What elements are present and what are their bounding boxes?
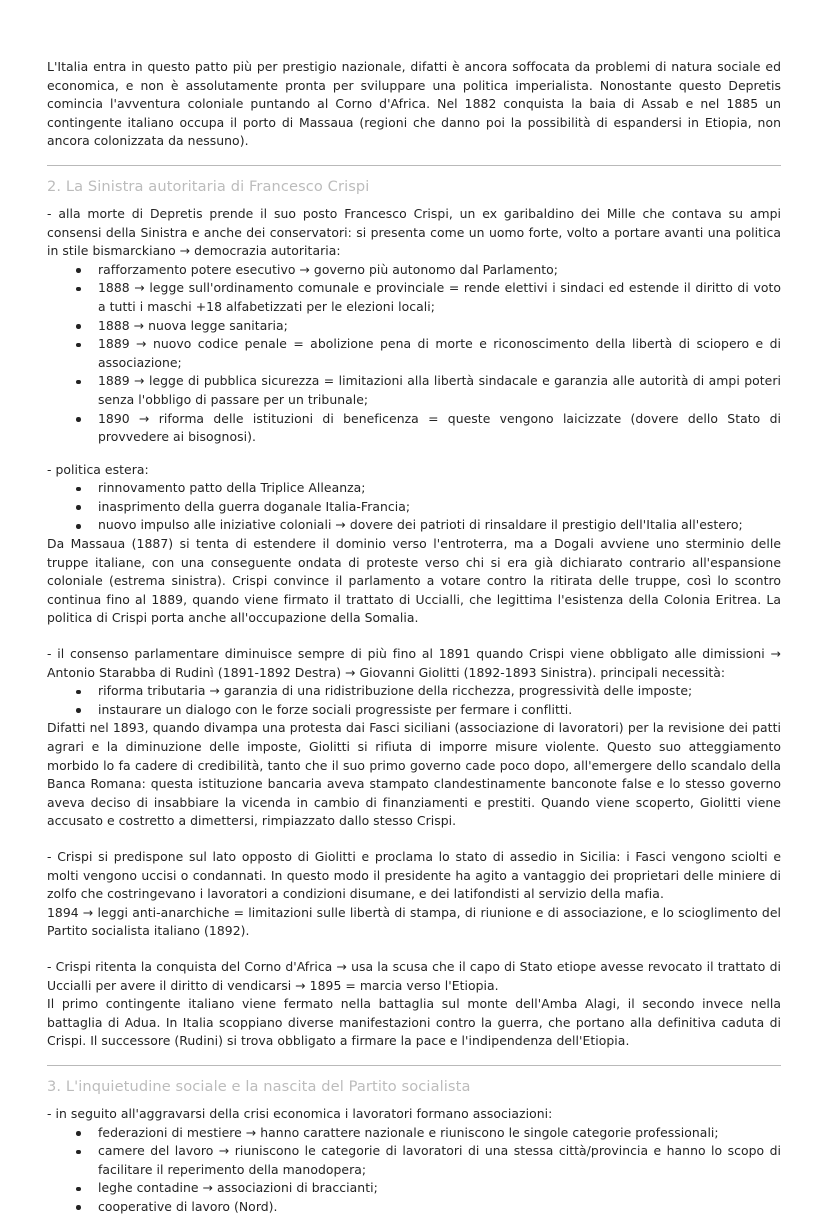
- section2-intro: - alla morte di Depretis prende il suo posto Francesco Crispi, un ex garibaldino dei Mille che contava su ampi consensi della Sinistra e anche dei conservatori: si presenta come un uomo forte, volto a portare avanti una politica in stile bismarckiano → democrazia autoritaria:: [47, 205, 781, 261]
- spacer: [47, 1097, 781, 1105]
- list-item-text: inasprimento della guerra doganale Italia-Francia;: [98, 498, 781, 517]
- list-item-text: 1889 → legge di pubblica sicurezza = limitazioni alla libertà sindacale e garanzia alle autorità di ampi poteri senza l'obbligo di passare per un tribunale;: [98, 372, 781, 409]
- list-item: [47, 335, 781, 372]
- massaua-paragraph: Da Massaua (1887) si tenta di estendere il dominio verso l'entroterra, ma a Dogali avviene uno sterminio delle truppe italiane, con una conseguente ondata di proteste verso chi si era già dichiarato contrario all'espansione coloniale (estrema sinistra). Crispi convince il parlamento a votare contro la ritirata delle truppe, così lo scontro continua fino al 1889, quando viene firmato il trattato di Uccialli, che legittima l'esistenza della Colonia Eritrea. La politica di Crispi porta anche all'occupazione della Somalia.: [47, 535, 781, 628]
- antianarchic-paragraph: 1894 → leggi anti-anarchiche = limitazioni sulle libertà di stampa, di riunione e di associazione, e lo scioglimento del Partito socialista italiano (1892).: [47, 904, 781, 941]
- list-item-text: federazioni di mestiere → hanno carattere nazionale e riuniscono le singole categorie professionali;: [98, 1124, 781, 1143]
- list-item: [47, 479, 781, 498]
- section2-bullet-list: [47, 261, 781, 447]
- etiopia-paragraph-2: Il primo contingente italiano viene fermato nella battaglia sul monte dell'Amba Alagi, il secondo invece nella battaglia di Adua. In Italia scoppiano diverse manifestazioni contro la guerra, che portano alla definitiva caduta di Crispi. Il successore (Rudini) si trova obbligato a firmare la pace e l'indipendenza dell'Etiopia.: [47, 995, 781, 1051]
- sicilia-paragraph: - Crispi si predispone sul lato opposto di Giolitti e proclama lo stato di assedio in Sicilia: i Fasci vengono sciolti e molti vengono uccisi o condannati. In questo modo il presidente ha agito a vantaggio dei proprietari delle miniere di zolfo che costringevano i lavoratori a condizioni disumane, e dei latifondisti al servizio della mafia.: [47, 848, 781, 904]
- list-item-text: rinnovamento patto della Triplice Alleanza;: [98, 479, 781, 498]
- spacer: [47, 151, 781, 165]
- list-item-text: leghe contadine → associazioni di braccianti;: [98, 1179, 781, 1198]
- list-item: [47, 1198, 781, 1216]
- spacer: [47, 1051, 781, 1065]
- list-item: [47, 701, 781, 720]
- etiopia-paragraph-1: - Crispi ritenta la conquista del Corno d'Africa → usa la scusa che il capo di Stato etiope avesse revocato il trattato di Uccialli per avere il diritto di vendicarsi → 1895 = marcia verso l'Etiopia.: [47, 958, 781, 995]
- list-item: [47, 279, 781, 316]
- list-item-text: riforma tributaria → garanzia di una ridistribuzione della ricchezza, progressività delle imposte;: [98, 682, 781, 701]
- document-content: [47, 58, 781, 1216]
- list-item-text: nuovo impulso alle iniziative coloniali → dovere dei patrioti di rinsaldare il prestigio dell'Italia all'estero;: [98, 516, 781, 535]
- spacer: [47, 941, 781, 958]
- list-item-text: camere del lavoro → riuniscono le categorie di lavoratori di una stessa città/provincia e hanno lo scopo di facilitare il reperimento della manodopera;: [98, 1142, 781, 1179]
- list-item: [47, 372, 781, 409]
- list-item: [47, 1124, 781, 1143]
- list-item-text: 1888 → legge sull'ordinamento comunale e provinciale = rende elettivi i sindaci ed estende il diritto di voto a tutti i maschi +18 alfabetizzati per le elezioni locali;: [98, 279, 781, 316]
- section-divider-2: [47, 165, 781, 166]
- list-item-text: 1890 → riforma delle istituzioni di beneficenza = queste vengono laicizzate (dovere dello Stato di provvedere ai bisognosi).: [98, 410, 781, 447]
- needs-bullet-list: [47, 682, 781, 719]
- list-item: [47, 682, 781, 701]
- consensus-paragraph: - il consenso parlamentare diminuisce sempre di più fino al 1891 quando Crispi viene obbligato alle dimissioni → Antonio Starabba di Rudinì (1891-1892 Destra) → Giovanni Giolitti (1892-1893 Sinistra). principali necessità:: [47, 645, 781, 682]
- intro-paragraph: L'Italia entra in questo patto più per prestigio nazionale, difatti è ancora soffocata da problemi di natura sociale ed economica, e non è assolutamente pronta per sviluppare una politica imperialista. Nonostante questo Depretis comincia l'avventura coloniale puntando al Corno d'Africa. Nel 1882 conquista la baia di Assab e nel 1885 un contingente italiano occupa il porto di Massaua (regioni che danno poi la possibilità di espandersi in Etiopia, non ancora colonizzata da nessuno).: [47, 58, 781, 151]
- spacer: [47, 831, 781, 848]
- section3-bullet-list: [47, 1124, 781, 1216]
- list-item-text: 1888 → nuova legge sanitaria;: [98, 317, 781, 336]
- list-item-text: instaurare un dialogo con le forze sociali progressiste per fermare i conflitti.: [98, 701, 781, 720]
- spacer: [47, 447, 781, 461]
- list-item: [47, 410, 781, 447]
- spacer: [47, 197, 781, 205]
- section-divider-3: [47, 1065, 781, 1066]
- foreign-policy-bullet-list: [47, 479, 781, 535]
- fasci-paragraph: Difatti nel 1893, quando divampa una protesta dai Fasci siciliani (associazione di lavoratori) per la revisione dei patti agrari e la diminuzione delle imposte, Giolitti si rifiuta di imporre misure violente. Questo suo atteggiamento morbido lo fa cadere di credibilità, tanto che il suo primo governo cade poco dopo, all'emergere dello scandalo della Banca Romana: questa istituzione bancaria aveva stampato clandestinamente banconote false e lo stesso governo aveva deciso di insabbiare la vicenda in cambio di finanziamenti e prestiti. Quando viene scoperto, Giolitti viene accusato e costretto a dimettersi, rimpiazzato dallo stesso Crispi.: [47, 719, 781, 831]
- section-heading-3: 3. L'inquietudine sociale e la nascita del Partito socialista: [47, 1077, 781, 1097]
- section-heading-2: 2. La Sinistra autoritaria di Francesco Crispi: [47, 177, 781, 197]
- list-item: [47, 1179, 781, 1198]
- list-item: [47, 498, 781, 517]
- section3-intro: - in seguito all'aggravarsi della crisi economica i lavoratori formano associazioni:: [47, 1105, 781, 1124]
- list-item-text: rafforzamento potere esecutivo → governo più autonomo dal Parlamento;: [98, 261, 781, 280]
- list-item-text: cooperative di lavoro (Nord).: [98, 1198, 781, 1216]
- list-item: [47, 1142, 781, 1179]
- list-item: [47, 516, 781, 535]
- list-item: [47, 317, 781, 336]
- list-item-text: 1889 → nuovo codice penale = abolizione pena di morte e riconoscimento della libertà di sciopero e di associazione;: [98, 335, 781, 372]
- foreign-policy-label: - politica estera:: [47, 461, 781, 480]
- list-item: [47, 261, 781, 280]
- spacer: [47, 628, 781, 645]
